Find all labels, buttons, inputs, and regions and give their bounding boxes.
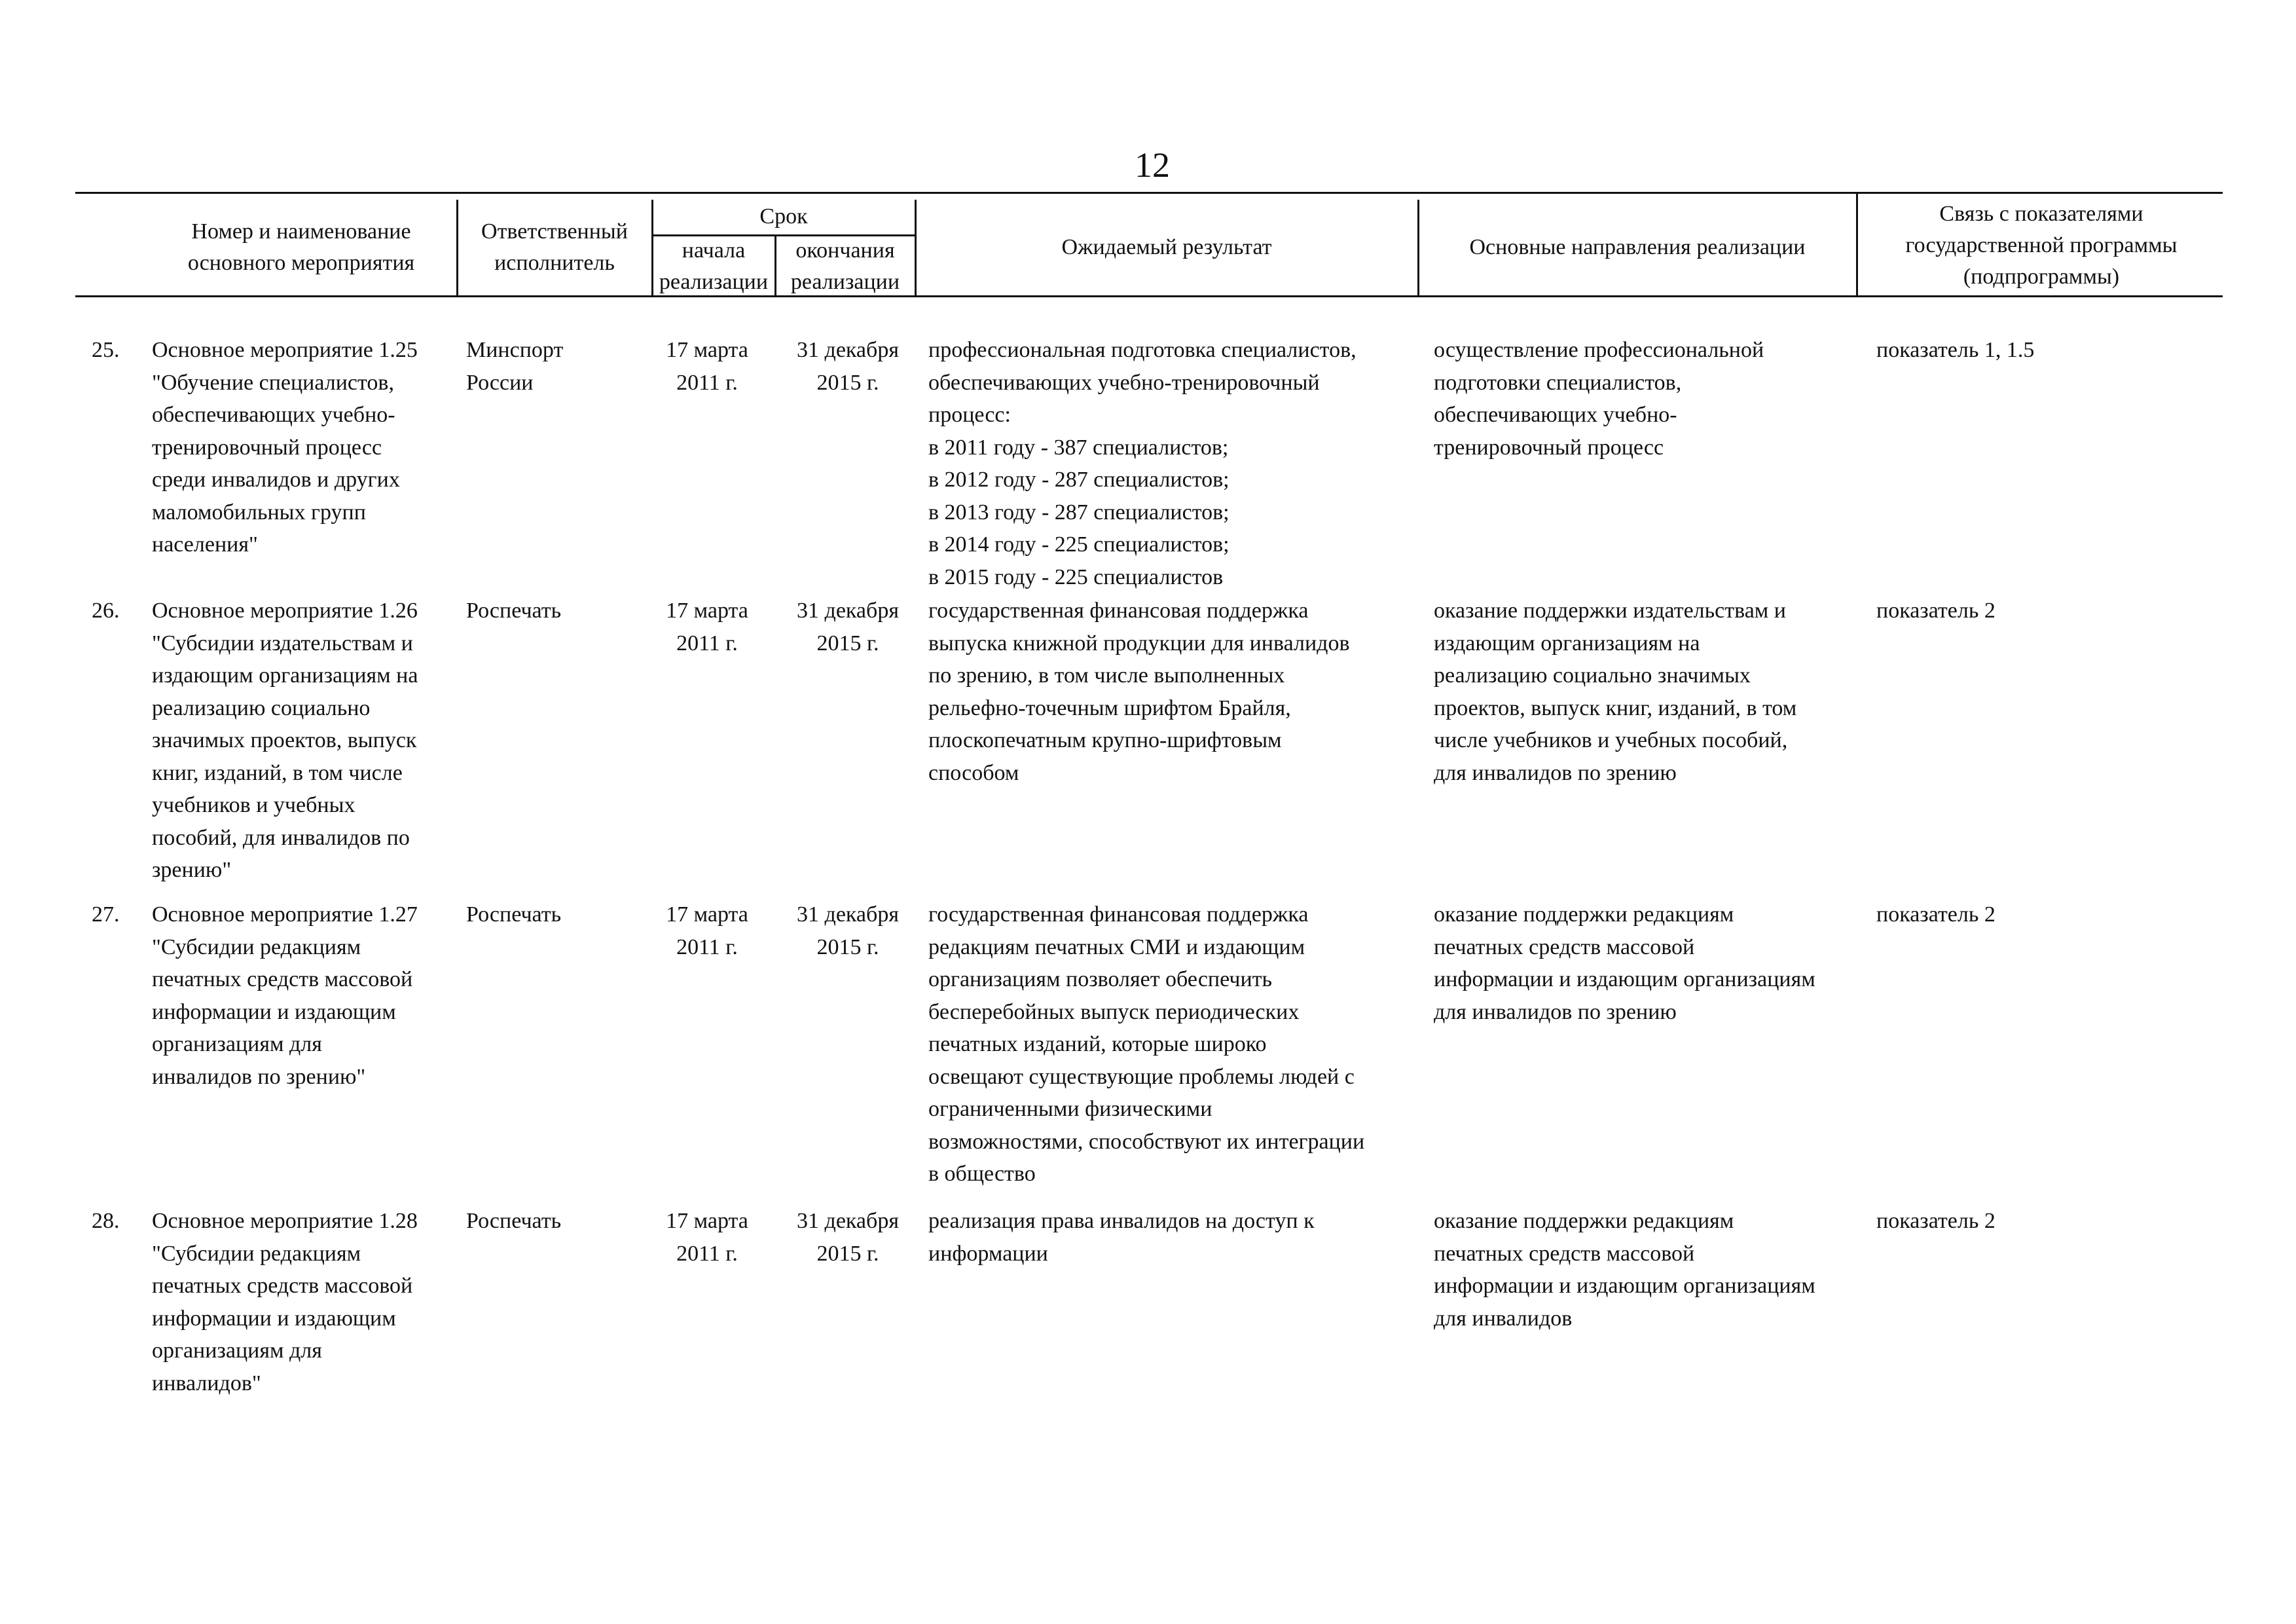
responsible-executor: Роспечать <box>466 599 562 623</box>
program-indicators: показатель 2 <box>1876 599 1995 623</box>
program-indicators: показатель 1, 1.5 <box>1876 338 2035 362</box>
start-date: 17 марта 2011 г. <box>666 599 748 655</box>
implementation-directions: оказание поддержки редакциям печатных средств массовой информации и издающим организациям для инвалидов по зрению <box>1434 902 1815 1024</box>
implementation-directions: осуществление профессиональной подготовки специалистов, обеспечивающих учебно- тренировочный процесс <box>1434 338 1764 460</box>
start-date: 17 марта 2011 г. <box>666 1209 748 1266</box>
end-date: 31 декабря 2015 г. <box>797 338 899 395</box>
page-number: 12 <box>1135 145 1170 185</box>
responsible-executor: Роспечать <box>466 902 562 927</box>
responsible-executor: Минспорт России <box>466 338 564 395</box>
start-date: 17 марта 2011 г. <box>666 338 748 395</box>
end-date: 31 декабря 2015 г. <box>797 599 899 655</box>
expected-result: государственная финансовая поддержка выпуска книжной продукции для инвалидов по зрению, в том числе выполненных рельефно-точечным шрифтом Брайля, плоскопечатным крупно-шрифтовым способом <box>928 599 1350 785</box>
program-indicators: показатель 2 <box>1876 902 1995 927</box>
row-number: 25. <box>92 338 120 362</box>
responsible-executor: Роспечать <box>466 1209 562 1233</box>
header-end: окончания реализации <box>790 238 900 294</box>
header-term: Срок <box>759 204 808 229</box>
header-indicators: Связь с показателями государственной программы (подпрограммы) <box>1905 201 2178 289</box>
expected-result: реализация права инвалидов на доступ к информации <box>928 1209 1315 1266</box>
program-indicators: показатель 2 <box>1876 1209 1995 1233</box>
row-number: 27. <box>92 902 120 927</box>
measure-name: Основное мероприятие 1.28 "Субсидии редакциям печатных средств массовой информации и издающим организациям для инвалидов" <box>152 1209 418 1395</box>
implementation-directions: оказание поддержки издательствам и издающим организациям на реализацию социально значимых проектов, выпуск книг, изданий, в том числе учебников и учебных пособий, для инвалидов по зрению <box>1434 599 1797 785</box>
row-number: 28. <box>92 1209 120 1233</box>
measure-name: Основное мероприятие 1.27 "Субсидии редакциям печатных средств массовой информации и издающим организациям для инвалидов по зрению" <box>152 902 418 1089</box>
expected-result: профессиональная подготовка специалистов, обеспечивающих учебно-тренировочный процесс: в 2011 году - 387 специалистов; в 2012 году - 287 специалистов; в 2013 году - 287 специалистов; в 2014 году - 225 специалистов; в 2015 году - 225 специалистов <box>928 338 1357 589</box>
expected-result: государственная финансовая поддержка редакциям печатных СМИ и издающим организациям позволяет обеспечить бесперебойных выпуск периодических печатных изданий, которые широко освещают существующие проблемы людей с ограниченными физическими возможностями, способствуют их интеграции в общество <box>928 902 1365 1186</box>
header-top-rule <box>75 192 2223 194</box>
implementation-directions: оказание поддержки редакциям печатных средств массовой информации и издающим организациям для инвалидов <box>1434 1209 1815 1331</box>
start-date: 17 марта 2011 г. <box>666 902 748 959</box>
measure-name: Основное мероприятие 1.25 "Обучение специалистов, обеспечивающих учебно- тренировочный процесс среди инвалидов и других маломобильных групп населения" <box>152 338 418 557</box>
end-date: 31 декабря 2015 г. <box>797 902 899 959</box>
header-bottom-rule <box>75 295 2223 297</box>
header-executor: Ответственный исполнитель <box>481 219 628 275</box>
header-directions: Основные направления реализации <box>1469 235 1806 259</box>
header-result: Ожидаемый результат <box>1061 235 1272 259</box>
end-date: 31 декабря 2015 г. <box>797 1209 899 1266</box>
header-name: Номер и наименование основного мероприятия <box>187 219 415 275</box>
header-start: начала реализации <box>659 238 769 294</box>
measure-name: Основное мероприятие 1.26 "Субсидии издательствам и издающим организациям на реализацию социально значимых проектов, выпуск книг, изданий, в том числе учебников и учебных пособий, для инвалидов по зрению" <box>152 599 418 882</box>
row-number: 26. <box>92 599 120 623</box>
